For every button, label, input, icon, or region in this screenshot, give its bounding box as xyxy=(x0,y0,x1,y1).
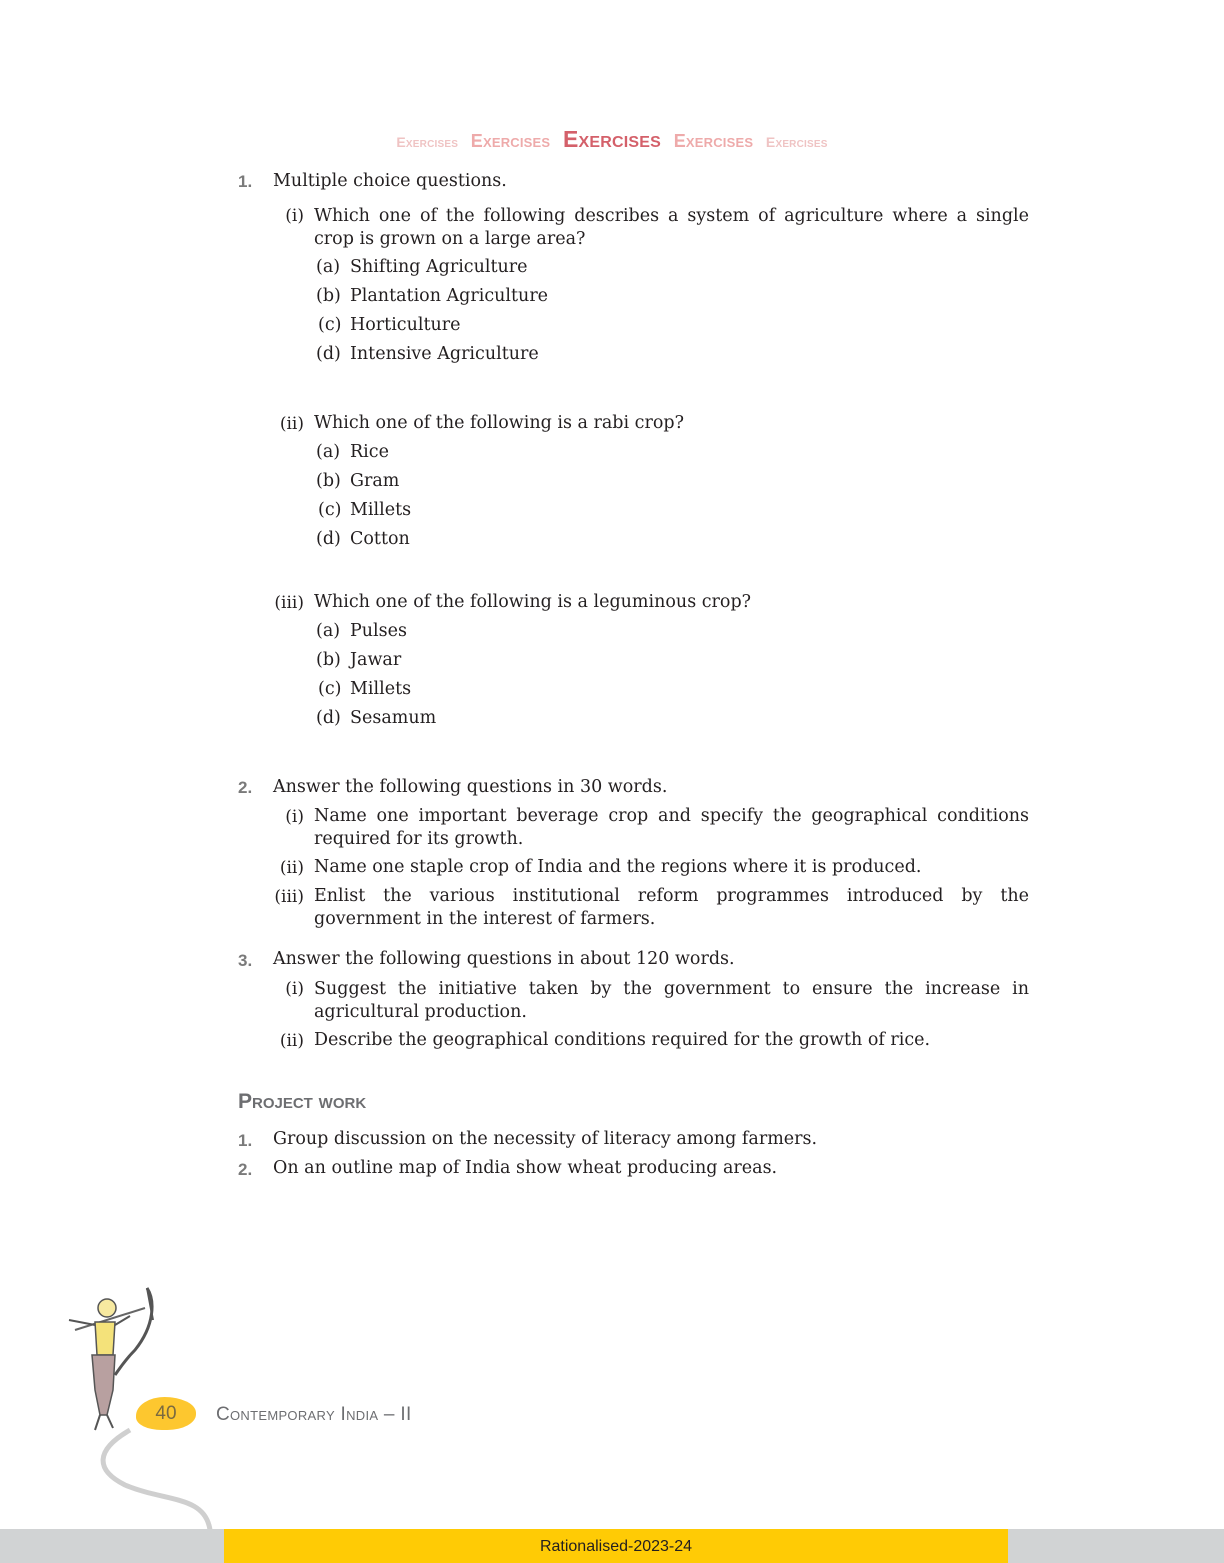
banner-word: Exercises xyxy=(765,134,828,150)
option-label: (a) xyxy=(316,257,341,277)
page-number: 40 xyxy=(155,1403,177,1424)
book-title: Contemporary India – II xyxy=(216,1404,412,1425)
part-text: Suggest the initiative taken by the government to ensure the increase in agricultural production. xyxy=(314,979,1029,1022)
part-label: (i) xyxy=(285,206,304,226)
project-item-number: 2. xyxy=(238,1160,253,1179)
option-text: Horticulture xyxy=(350,315,461,335)
part-text: Which one of the following describes a system of agriculture where a single crop is grown on a large area? xyxy=(314,206,1029,249)
option-label: (c) xyxy=(318,315,342,335)
option-text: Intensive Agriculture xyxy=(350,344,539,364)
option-text: Shifting Agriculture xyxy=(350,257,528,277)
part-label: (iii) xyxy=(274,887,304,907)
rationalised-stamp: Rationalised-2023-24 xyxy=(539,1538,693,1555)
option-label: (b) xyxy=(316,286,341,306)
project-item-number: 1. xyxy=(238,1131,253,1150)
option-label: (d) xyxy=(316,344,341,364)
part-text: Name one important beverage crop and specify the geographical conditions required for its growth. xyxy=(314,806,1029,849)
option-label: (d) xyxy=(316,529,341,549)
option-label: (a) xyxy=(316,621,341,641)
banner-word-main: Exercises xyxy=(562,126,662,152)
part-label: (ii) xyxy=(279,858,304,878)
option-label: (c) xyxy=(318,500,342,520)
option-label: (b) xyxy=(316,471,341,491)
part-text: Which one of the following is a rabi crop? xyxy=(314,413,684,433)
part-label: (ii) xyxy=(279,414,304,434)
option-text: Millets xyxy=(350,679,412,699)
question-number: 1. xyxy=(238,172,253,191)
footer-band-left xyxy=(0,1529,224,1563)
question-text: Answer the following questions in 30 words. xyxy=(273,777,668,797)
option-label: (c) xyxy=(318,679,342,699)
option-label: (d) xyxy=(316,708,341,728)
option-text: Pulses xyxy=(350,621,407,641)
part-label: (i) xyxy=(285,979,304,999)
question-number: 3. xyxy=(238,951,253,970)
project-item-text: Group discussion on the necessity of literacy among farmers. xyxy=(273,1129,818,1149)
option-text: Plantation Agriculture xyxy=(350,286,549,306)
part-label: (ii) xyxy=(279,1031,304,1051)
exercises-banner xyxy=(0,126,1224,153)
option-label: (b) xyxy=(316,650,341,670)
project-item-text: On an outline map of India show wheat producing areas. xyxy=(273,1158,778,1178)
part-text: Which one of the following is a leguminous crop? xyxy=(314,592,752,612)
option-text: Cotton xyxy=(350,529,410,549)
footer-band-right xyxy=(1008,1529,1224,1563)
part-label: (iii) xyxy=(274,593,304,613)
part-text: Enlist the various institutional reform programmes introduced by the government in the interest of farmers. xyxy=(314,886,1029,929)
option-text: Gram xyxy=(350,471,400,491)
banner-word: Exercises xyxy=(673,131,754,151)
part-text: Name one staple crop of India and the regions where it is produced. xyxy=(314,857,922,877)
option-label: (a) xyxy=(316,442,341,462)
part-label: (i) xyxy=(285,807,304,827)
banner-word: Exercises xyxy=(396,134,459,150)
question-number: 2. xyxy=(238,778,253,797)
option-text: Sesamum xyxy=(350,708,437,728)
banner-word: Exercises xyxy=(470,131,551,151)
project-work-heading: Project work xyxy=(238,1090,367,1113)
option-text: Rice xyxy=(350,442,389,462)
option-text: Jawar xyxy=(350,650,402,670)
question-text: Answer the following questions in about 120 words. xyxy=(273,949,735,969)
question-text: Multiple choice questions. xyxy=(273,171,507,191)
part-text: Describe the geographical conditions required for the growth of rice. xyxy=(314,1030,931,1050)
option-text: Millets xyxy=(350,500,412,520)
